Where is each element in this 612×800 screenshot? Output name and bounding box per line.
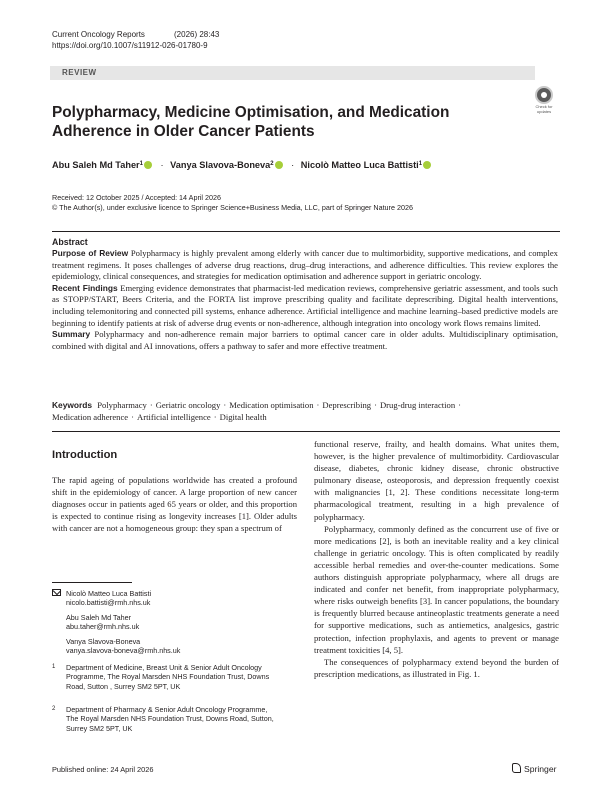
correspondence-entry: [66, 589, 151, 608]
keyword: Digital health: [219, 411, 267, 422]
author-name[interactable]: Nicolò Matteo Luca Battisti: [300, 160, 419, 170]
orcid-icon[interactable]: [144, 161, 152, 169]
correspondence-entry: [66, 613, 139, 632]
keyword: Geriatric oncology: [155, 400, 221, 410]
intro-paragraph: The consequences of polypharmacy extend beyond the burden of prescription medications, as illustrated in Fig. 1.: [314, 656, 559, 679]
keywords-bottom-rule: [52, 431, 560, 432]
purpose-text: Polypharmacy is highly prevalent among elderly with cancer due to multimorbidity, supportive medications, and complex treatment regimens. It poses challenges of adverse drug reactions, drug–drug interactions, and adherence difficulties. This review explores the epidemiology, clinical consequences, and strategies for medication optimisation and adherence support in geriatric oncology.: [52, 248, 558, 282]
publisher-name: Springer: [524, 764, 557, 774]
correspondence-email[interactable]: nicolo.battisti@rmh.nhs.uk: [66, 598, 151, 608]
findings-label: Recent Findings: [52, 282, 118, 293]
abstract-block: [52, 237, 558, 352]
summary-label: Summary: [52, 329, 91, 340]
affiliation-number: 1: [52, 664, 56, 670]
abstract-heading: Abstract: [52, 237, 88, 247]
author-name[interactable]: Abu Saleh Md Taher: [52, 160, 140, 170]
published-date: Published online: 24 April 2026: [52, 765, 154, 774]
crossmark-icon: [535, 86, 553, 104]
publisher-logo[interactable]: [512, 763, 556, 774]
journal-name: Current Oncology Reports: [52, 30, 145, 39]
intro-paragraph: functional reserve, frailty, and health domains. What unites them, however, is the higher prevalence of multimorbidity. Cardiovascular disease, diabetes, chronic kidney disease, chronic obstructive pulmonary disease, osteoporosis, and depression frequently coexist with malignancies [1, 2]. These conditions necessitate long-term pharmacological treatment, resulting in a high prevalence of polypharmacy.: [314, 439, 559, 522]
keyword: Medication adherence: [52, 411, 129, 422]
footnote-rule: [52, 582, 132, 583]
author-affiliation-mark: 1: [418, 161, 423, 167]
copyright-line: © The Author(s), under exclusive licence to Springer Science+Business Media, LLC, part of Springer Nature 2026: [52, 203, 413, 212]
keyword: Deprescribing: [322, 400, 372, 410]
keyword: Polypharmacy: [97, 400, 147, 410]
article-type-label: REVIEW: [62, 68, 97, 77]
citation: (2026) 28:43: [174, 30, 220, 39]
summary-text: Polypharmacy and non-adherence remain major barriers to optimal cancer care in older adults. Multidisciplinary optimisation, combined with digital and AI innovations, offers a pathway to safer and more effective treatment.: [52, 329, 558, 351]
correspondence-email[interactable]: abu.taher@rmh.nhs.uk: [66, 622, 140, 632]
envelope-icon: [52, 589, 61, 596]
keyword-separator: ·: [223, 400, 227, 410]
body-column-left: [52, 474, 297, 534]
article-dates: [52, 193, 413, 213]
correspondence-email[interactable]: vanya.slavova-boneva@rmh.nhs.uk: [66, 646, 181, 656]
correspondence-entry: [66, 637, 180, 656]
author-separator: ·: [160, 160, 164, 170]
abstract-purpose: [52, 248, 558, 283]
intro-paragraph: Polypharmacy, commonly defined as the concurrent use of five or more medications [2], is both an inevitable reality and a key clinical challenge in geriatric oncology. This is often complicated by readily accessible herbal remedies and over-the-counter medications. Some authors distinguish appropriate polypharmacy, where all drugs are indicated and confer net benefit, from inappropriate polypharmacy, where risks outweigh benefits [3]. In cancer populations, the boundary is frequently blurred because antineoplastic treatments generate a need for supportive medications, such as antiemetics, analgesics, gastric protection, infection prophylaxis, and agents to prevent or manage treatment toxicities [4, 5].: [314, 523, 559, 655]
doi-link[interactable]: https://doi.org/10.1007/s11912-026-01780-9: [52, 41, 208, 50]
crossmark-label: Check for updates: [535, 104, 553, 114]
findings-text: Emerging evidence demonstrates that pharmacist-led medication reviews, comprehensive geriatric assessment, and tools such as STOPP/START, Beers Criteria, and the FORTA list improve prescribing quality and facilitate deprescribing. Digital health interventions, including telemonitoring and connected pill systems, enhance adherence. Artificial intelligence and machine learning–based predictive models are beginning to identify patients at risk of adverse drug events or non-adherence, although integration into oncology work flows remains limited.: [52, 282, 558, 328]
correspondence-name: Abu Saleh Md Taher: [66, 613, 131, 622]
keywords-label: Keywords: [52, 400, 93, 410]
affiliation-number: 2: [52, 706, 56, 712]
correspondence-name: Vanya Slavova-Boneva: [66, 637, 141, 646]
keyword: Artificial intelligence: [137, 411, 211, 422]
author-affiliation-mark: 2: [270, 161, 274, 167]
keyword-separator: ·: [131, 411, 134, 422]
keyword-separator: ·: [458, 400, 462, 410]
orcid-icon[interactable]: [275, 161, 283, 169]
keyword-separator: ·: [213, 411, 217, 422]
keyword-separator: ·: [374, 400, 377, 410]
keywords-block: [52, 400, 558, 423]
affiliation-text: Department of Pharmacy & Senior Adult Oncology Programme, The Royal Marsden NHS Foundation Trust, Downs Road, Sutton, Surrey SM2 5PT, UK: [66, 705, 274, 733]
article-type-bar: [50, 66, 535, 80]
introduction-heading: Introduction: [52, 449, 118, 461]
correspondence-name: Nicolò Matteo Luca Battisti: [66, 589, 152, 598]
running-header: [52, 29, 219, 51]
article-title: Polypharmacy, Medicine Optimisation, and Medication Adherence in Older Cancer Patients: [52, 104, 450, 140]
affiliation-text: Department of Medicine, Breast Unit & Senior Adult Oncology Programme, The Royal Marsden NHS Foundation Trust, Downs Road, Sutton , Surrey SM2 5PT, UK: [66, 663, 270, 691]
received-accepted: Received: 12 October 2025 / Accepted: 14 April 2026: [52, 193, 222, 202]
crossmark-badge[interactable]: [533, 86, 555, 112]
keyword-separator: ·: [149, 400, 153, 410]
purpose-label: Purpose of Review: [52, 248, 129, 258]
author-separator: ·: [291, 160, 295, 170]
author-list: [52, 160, 433, 170]
abstract-top-rule: [52, 231, 560, 232]
body-column-right: [314, 438, 559, 680]
intro-paragraph: The rapid ageing of populations worldwide has created a profound shift in the epidemiology of cancer. A large proportion of new cancer diagnoses occur in patients aged 65 years or older, and this proportion is expected to continue rising as longevity increases [1]. Older adults with cancer are not a homogeneous group: they span a spectrum of: [52, 475, 297, 534]
orcid-icon[interactable]: [423, 161, 431, 169]
abstract-summary: [52, 329, 558, 352]
author-name[interactable]: Vanya Slavova-Boneva: [170, 160, 271, 170]
abstract-findings: [52, 283, 558, 329]
keyword-separator: ·: [316, 400, 320, 410]
keyword: Medication optimisation: [229, 400, 314, 410]
keyword: Drug-drug interaction: [379, 400, 456, 410]
springer-horse-icon: [512, 763, 521, 773]
author-affiliation-mark: 1: [139, 161, 143, 167]
